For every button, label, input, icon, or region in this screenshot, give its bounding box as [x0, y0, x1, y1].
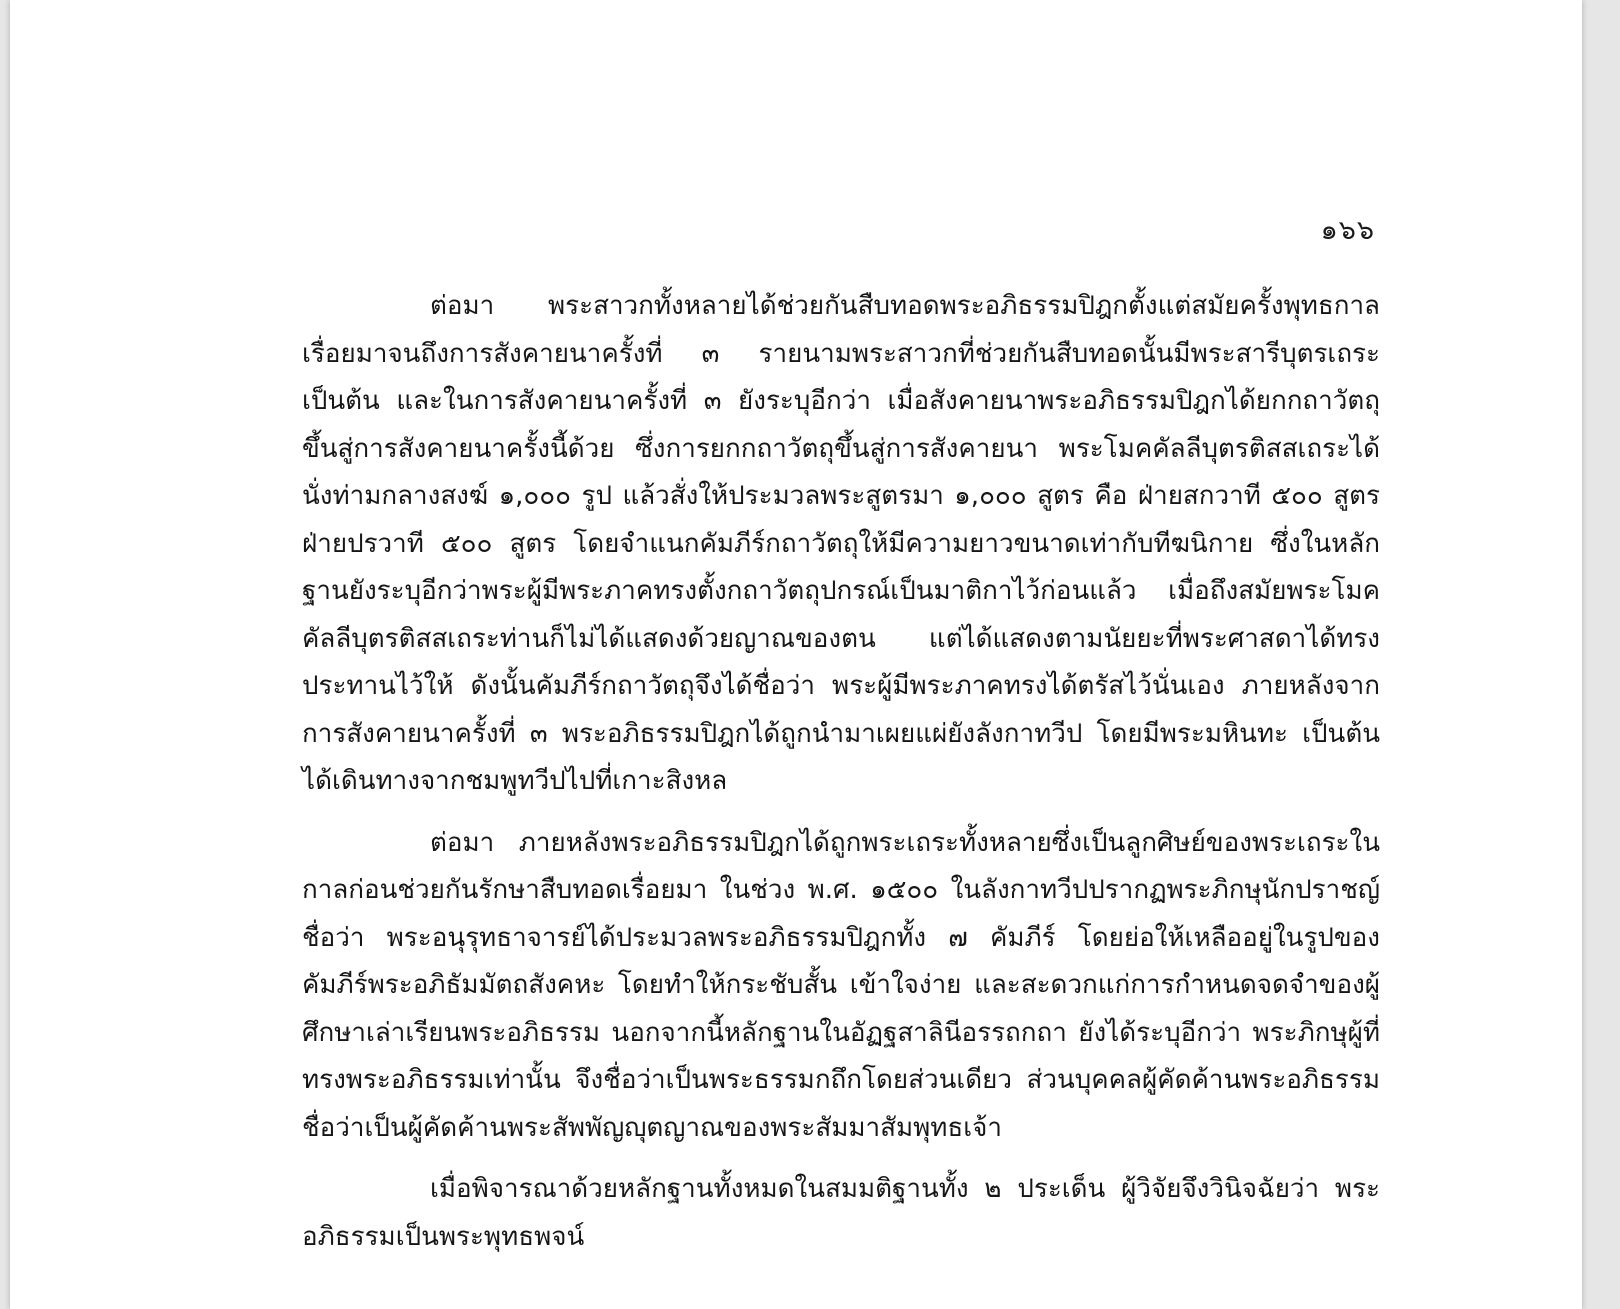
- page-number: ๑๖๖: [1320, 215, 1375, 246]
- body-text: [302, 283, 1380, 1261]
- paragraph-2: ต่อมา ภายหลังพระอภิธรรมปิฎกได้ถูกพระเถระทั้งหลายซึ่งเป็นลูกศิษย์ของพระเถระในกาลก่อนช่วยกันรักษาสืบทอดเรื่อยมา ในช่วง พ.ศ. ๑๕๐๐ ในลังกาทวีปปรากฏพระภิกษุนักปราชญ์ชื่อว่า พระอนุรุทธาจารย์ได้ประมวลพระอภิธรรมปิฎกทั้ง ๗ คัมภีร์ โดยย่อให้เหลืออยู่ในรูปของคัมภีร์พระอภิธัมมัตถสังคหะ โดยทำให้กระชับสั้น เข้าใจง่าย และสะดวกแก่การกำหนดจดจำของผู้ศึกษาเล่าเรียนพระอภิธรรม นอกจากนี้หลักฐานในอัฏฐสาลินีอรรถกถา ยังได้ระบุอีกว่า พระภิกษุผู้ที่ทรงพระอภิธรรมเท่านั้น จึงชื่อว่าเป็นพระธรรมกถึกโดยส่วนเดียว ส่วนบุคคลผู้คัดค้านพระอภิธรรม ชื่อว่าเป็นผู้คัดค้านพระสัพพัญญุตญาณของพระสัมมาสัมพุทธเจ้า: [302, 827, 1380, 1143]
- paragraph-1: ต่อมา พระสาวกทั้งหลายได้ช่วยกันสืบทอดพระอภิธรรมปิฎกตั้งแต่สมัยครั้งพุทธกาลเรื่อยมาจนถึงการสังคายนาครั้งที่ ๓ รายนามพระสาวกที่ช่วยกันสืบทอดนั้นมีพระสารีบุตรเถระ เป็นต้น และในการสังคายนาครั้งที่ ๓ ยังระบุอีกว่า เมื่อสังคายนาพระอภิธรรมปิฎกได้ยกกถาวัตถุขึ้นสู่การสังคายนาครั้งนี้ด้วย ซึ่งการยกกถาวัตถุขึ้นสู่การสังคายนา พระโมคคัลลีบุตรติสสเถระได้นั่งท่ามกลางสงฆ์ ๑,๐๐๐ รูป แล้วสั่งให้ประมวลพระสูตรมา ๑,๐๐๐ สูตร คือ ฝ่ายสกวาที ๕๐๐ สูตร ฝ่ายปรวาที ๕๐๐ สูตร โดยจำแนกคัมภีร์กถาวัตถุให้มีความยาวขนาดเท่ากับทีฆนิกาย ซึ่งในหลักฐานยังระบุอีกว่าพระผู้มีพระภาคทรงตั้งกถาวัตถุปกรณ์เป็นมาติกาไว้ก่อนแล้ว เมื่อถึงสมัยพระโมคคัลลีบุตรติสสเถระท่านก็ไม่ได้แสดงด้วยญาณของตน แต่ได้แสดงตามนัยยะที่พระศาสดาได้ทรงประทานไว้ให้ ดังนั้นคัมภีร์กถาวัตถุจึงได้ชื่อว่า พระผู้มีพระภาคทรงได้ตรัสไว้นั่นเอง ภายหลังจากการสังคายนาครั้งที่ ๓ พระอภิธรรมปิฎกได้ถูกนำมาเผยแผ่ยังลังกาทวีป โดยมีพระมหินทะ เป็นต้น ได้เดินทางจากชมพูทวีปไปที่เกาะสิงหล: [302, 291, 1380, 796]
- paragraph-3: เมื่อพิจารณาด้วยหลักฐานทั้งหมดในสมมติฐานทั้ง ๒ ประเด็น ผู้วิจัยจึงวินิจฉัยว่า พระอภิธรรมเป็นพระพุทธพจน์: [302, 1174, 1380, 1252]
- document-page: [10, 0, 1582, 1309]
